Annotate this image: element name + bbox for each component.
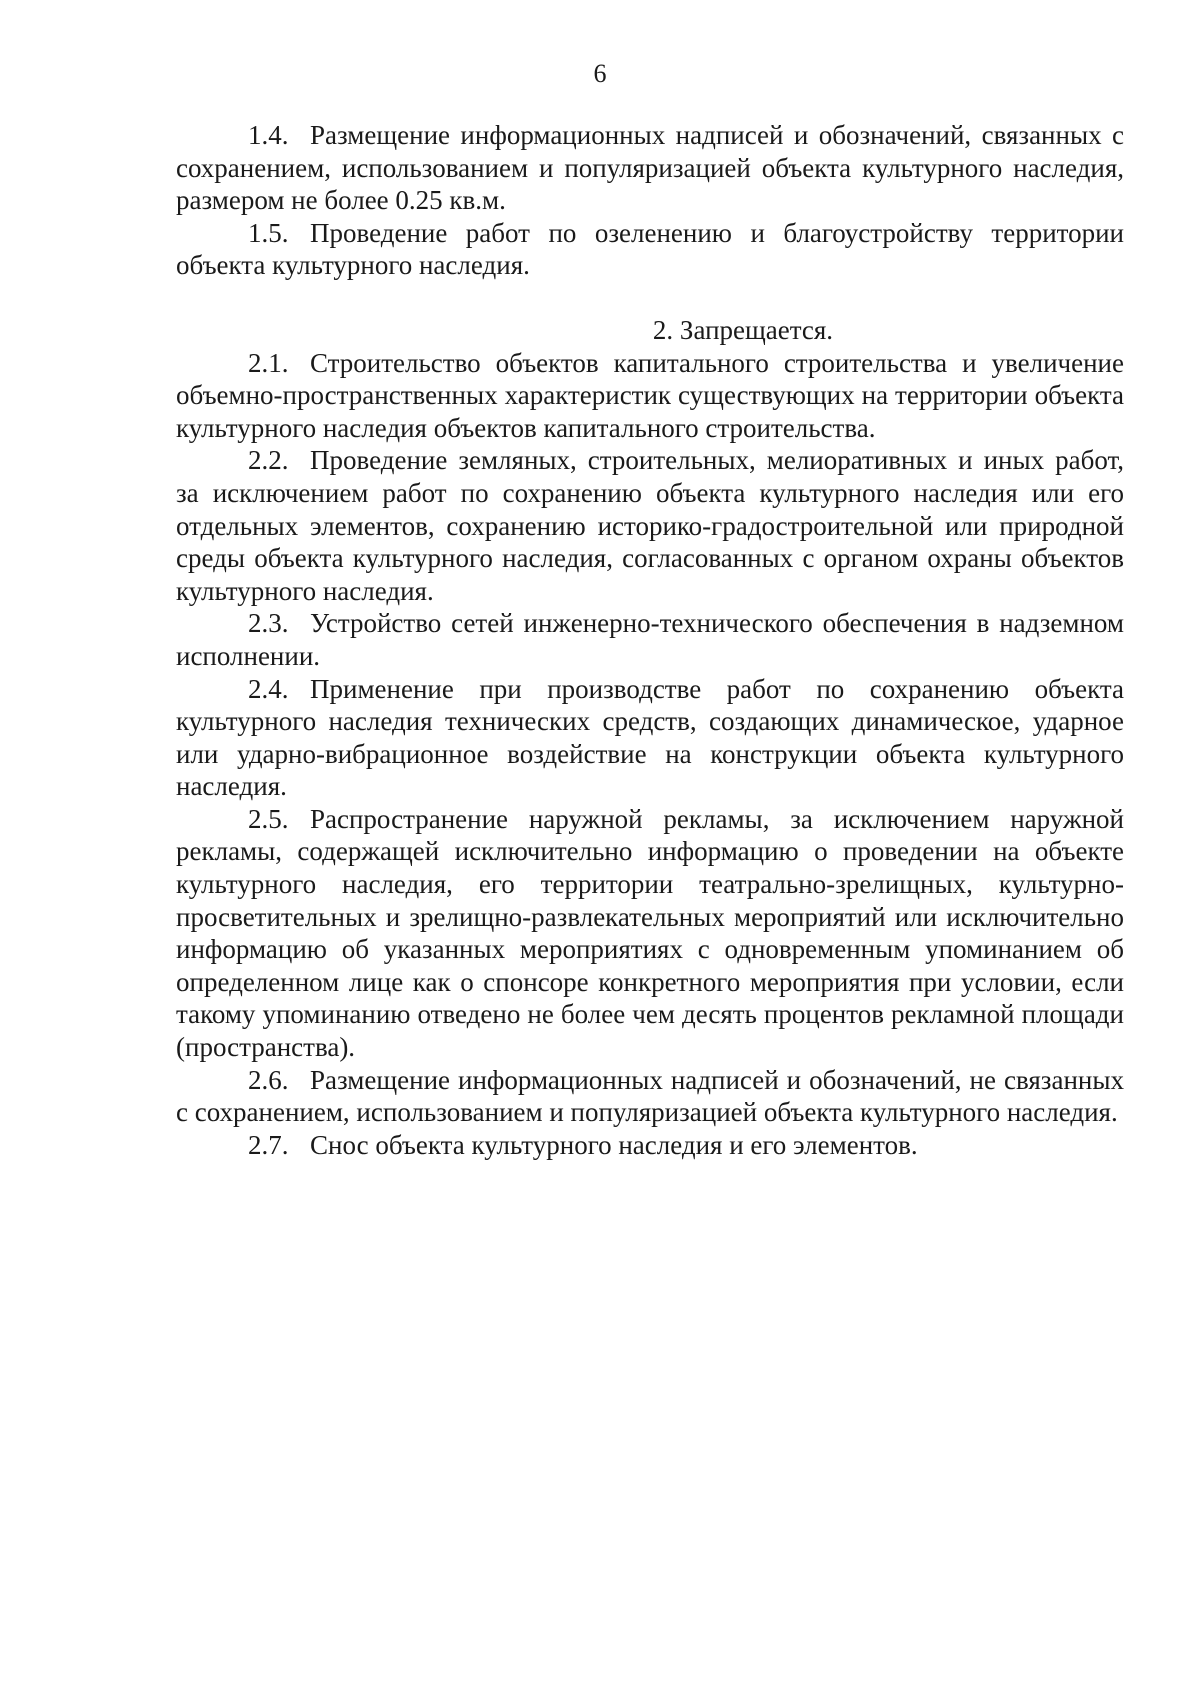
page-number: 6	[593, 59, 607, 88]
item-2-1	[176, 347, 1124, 445]
item-text: Проведение работ по озеленению и благоустройству территории объекта культурного наследия.	[176, 217, 1124, 281]
document-body	[176, 119, 1124, 1161]
item-1-5	[176, 217, 1124, 282]
item-text: Размещение информационных надписей и обозначений, связанных с сохранением, использованием и популяризацией объекта культурного наследия, размером не более 0.25 кв.м.	[176, 120, 1124, 216]
item-number: 1.5.	[248, 217, 289, 248]
item-text: Распространение наружной рекламы, за исключением наружной рекламы, содержащей исключительно информацию о проведении на объекте культурного наследия, его территории театрально-зрелищных, культурно-просветительных и зрелищно-развлекательных мероприятий или исключительно информацию об указанных мероприятиях с одновременным упоминанием об определенном лице как о спонсоре конкретного мероприятия при условии, если такому упоминанию отведено не более чем десять процентов рекламной площади (пространства).	[176, 803, 1124, 1063]
item-number: 2.6.	[248, 1064, 289, 1095]
item-text: Строительство объектов капитального строительства и увеличение объемно-пространственных характеристик существующих на территории объекта культурного наследия объектов капитального строительства.	[176, 347, 1124, 443]
item-2-7	[176, 1129, 1124, 1162]
item-2-5	[176, 803, 1124, 1064]
section-2-heading: 2. Запрещается.	[652, 314, 834, 345]
item-text: Устройство сетей инженерно-технического обеспечения в надземном исполнении.	[176, 608, 1124, 671]
item-2-6	[176, 1064, 1124, 1129]
item-2-2	[176, 444, 1124, 607]
item-number: 2.4.	[248, 673, 289, 704]
item-number: 2.7.	[248, 1129, 289, 1160]
item-2-4	[176, 673, 1124, 803]
item-number: 1.4.	[248, 120, 289, 150]
item-number: 2.1.	[248, 347, 289, 378]
item-text: Проведение земляных, строительных, мелиоративных и иных работ, за исключением работ по сохранению объекта культурного наследия или его отдельных элементов, сохранению историко-градостроительной или природной среды объекта культурного наследия, согласованных с органом охраны объектов культурного наследия.	[176, 445, 1124, 606]
item-number: 2.2.	[248, 445, 289, 476]
item-text: Применение при производстве работ по сохранению объекта культурного наследия технических средств, создающих динамическое, ударное или ударно-вибрационное воздействие на конструкции объекта культурного наследия.	[176, 673, 1124, 802]
item-number: 2.3.	[248, 608, 289, 639]
item-text: Снос объекта культурного наследия и его элементов.	[310, 1129, 918, 1160]
item-text: Размещение информационных надписей и обозначений, не связанных с сохранением, использованием и популяризацией объекта культурного наследия.	[176, 1064, 1124, 1128]
item-number: 2.5.	[248, 803, 289, 834]
item-2-3	[176, 607, 1124, 672]
item-1-4	[176, 119, 1124, 217]
